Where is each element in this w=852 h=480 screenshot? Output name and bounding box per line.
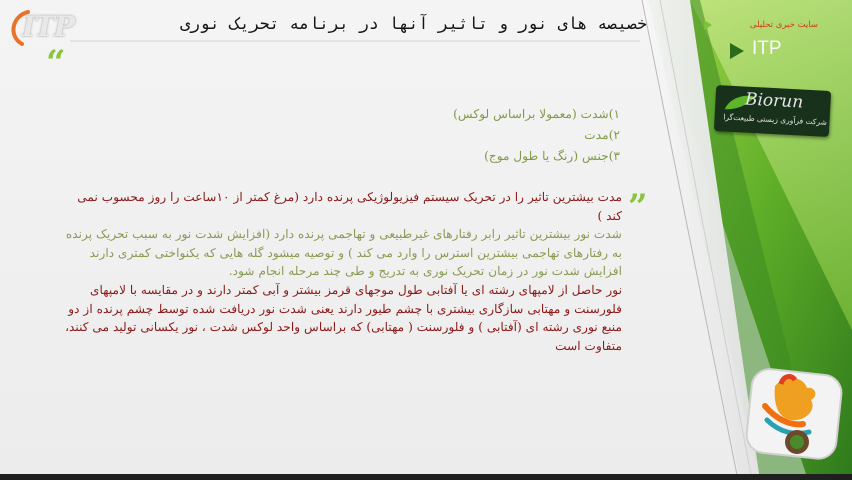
company-tagline: شرکت فرآوری زیستی طبیعت‌گرا: [723, 112, 828, 127]
poultry-logo-icon: [745, 366, 845, 462]
body-text: [62, 188, 622, 355]
news-site-tag: سایت خبری تحلیلی: [749, 20, 818, 30]
paragraph-wavelength: نور حاصل از لامپهای رشته ای یا آفتابی طول موجهای قرمز بیشتر و آبی کمتر دارند و در مقایسه با لامپهای فلورسنت و مهتابی سازگاری بیشتری با چشم طیور دارند یعنی شدت نور دریافت شده توسط چشم پرنده از دو منبع نوری رشته ای (آفتابی ) و فلورسنت ( مهتابی) که براساس واحد لوکس شدت ، نور یکسانی تولید می کنند، متفاوت است: [65, 282, 622, 353]
list-item: ۱)شدت (معمولا براساس لوکس): [453, 107, 620, 121]
page-title: خصیصه های نور و تاثیر آنها در برنامه تحریک نوری: [180, 14, 647, 33]
quote-open-icon: “: [46, 43, 66, 83]
list-item: ۲)مدت: [584, 128, 620, 142]
paragraph-duration: مدت بیشترین تاثیر را در تحریک سیستم فیزیولوژیکی پرنده دارد (مرغ کمتر از ۱۰ساعت را روز محسوب نمی کند ): [77, 190, 622, 223]
play-arrow-icon: [730, 43, 744, 59]
list-item: ۳)جنس (رنگ یا طول موج): [484, 149, 620, 163]
light-properties-list: [260, 104, 620, 167]
itp-label: ITP: [752, 38, 782, 59]
tag-arrow-icon: [704, 20, 712, 30]
company-logo: [715, 88, 830, 134]
itp-logo-text: ITP: [22, 10, 74, 43]
company-brand: Biorun: [744, 89, 804, 113]
paragraph-intensity: شدت نور بیشترین تاثیر رابر رفتارهای غیرطبیعی و تهاجمی پرنده دارد (افزایش شدت نور به سبب تحریک پرنده به رفتارهای تهاجمی بیشترین استرس را وارد می کند ) و توصیه میشود گله هایی که یکنواختی کمتری دارند افزایش شدت نور در زمان تحریک نوری به تدریج و طی چند مرحله انجام شود.: [65, 227, 622, 279]
quote-close-icon: ”: [628, 187, 648, 227]
